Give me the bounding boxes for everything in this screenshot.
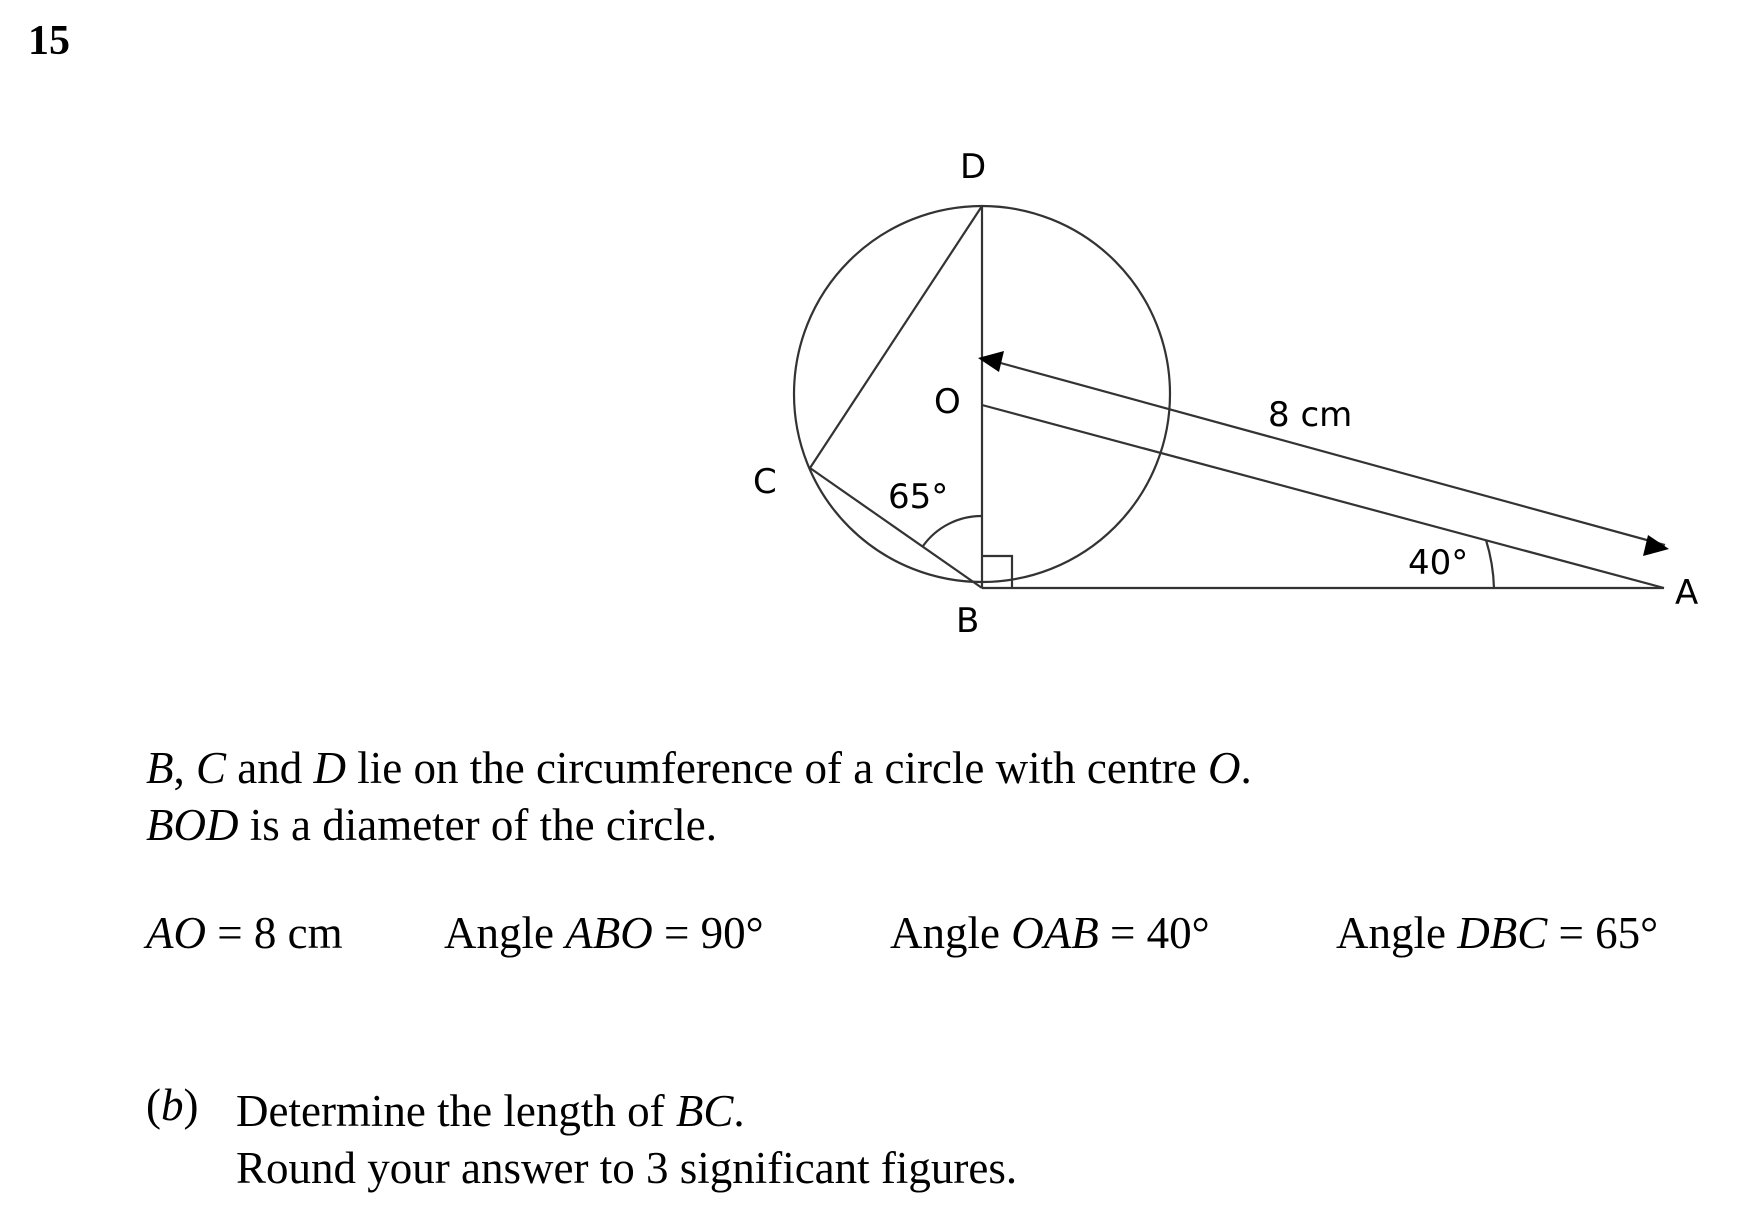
question-number: 15 [28,18,70,64]
point-d: D [313,743,346,793]
part-b-line-2: Round your answer to 3 significant figures. [236,1143,1018,1193]
part-b-segment: BC [675,1086,734,1136]
point-o: O [1208,743,1241,793]
point-c: C [196,743,227,793]
text-and: and [226,743,314,793]
given-oab-prefix: Angle [890,908,1012,958]
text-diameter: is a diameter of the circle. [238,800,718,850]
given-dbc-prefix: Angle [1336,908,1458,958]
part-b-open: ( [146,1080,161,1130]
part-b-line-1 [236,1083,1017,1140]
part-b-close: ) [183,1080,199,1130]
given-dbc-name: DBC [1457,908,1548,958]
right-angle-marker [982,556,1012,588]
part-b-line-1-text: Determine the length of [236,1086,676,1136]
given-abo-name: ABO [565,908,653,958]
chord-dc [810,206,982,468]
text-period: . [1240,743,1252,793]
given-oab-name: OAB [1011,908,1099,958]
arrowhead-a-end [1643,535,1669,556]
given-angle-oab [890,908,1210,958]
given-ao [146,908,343,958]
given-abo-value: = 90° [652,908,764,958]
part-b-period: . [733,1086,745,1136]
label-d: D [960,147,987,187]
angle-arc-a [1486,540,1494,588]
part-b-letter: b [161,1080,184,1130]
text-circumference: lie on the circumference of a circle with centre [346,743,1209,793]
label-angle-b: 65° [888,477,949,517]
given-angle-abo [444,908,764,958]
point-b: B [146,743,174,793]
question-statement [146,740,1252,854]
part-b-question [236,1083,1017,1197]
given-angle-dbc [1336,908,1659,958]
label-angle-a: 40° [1408,543,1469,583]
dimension-arrow-shaft [997,362,1665,545]
given-dbc-value: = 65° [1547,908,1659,958]
diameter-name: BOD [146,800,239,850]
text-sep: , [173,743,196,793]
statement-line-2 [146,797,1252,854]
label-length: 8 cm [1268,395,1353,435]
angle-arc-b [923,516,982,546]
part-b-label [146,1080,199,1130]
statement-line-1 [146,740,1252,797]
label-a: A [1675,573,1699,613]
given-ao-name: AO [146,908,206,958]
label-b: B [956,601,980,641]
label-c: C [753,462,777,502]
given-ao-value: = 8 cm [206,908,343,958]
label-o: O [934,382,961,422]
given-abo-prefix: Angle [444,908,566,958]
given-oab-value: = 40° [1098,908,1210,958]
